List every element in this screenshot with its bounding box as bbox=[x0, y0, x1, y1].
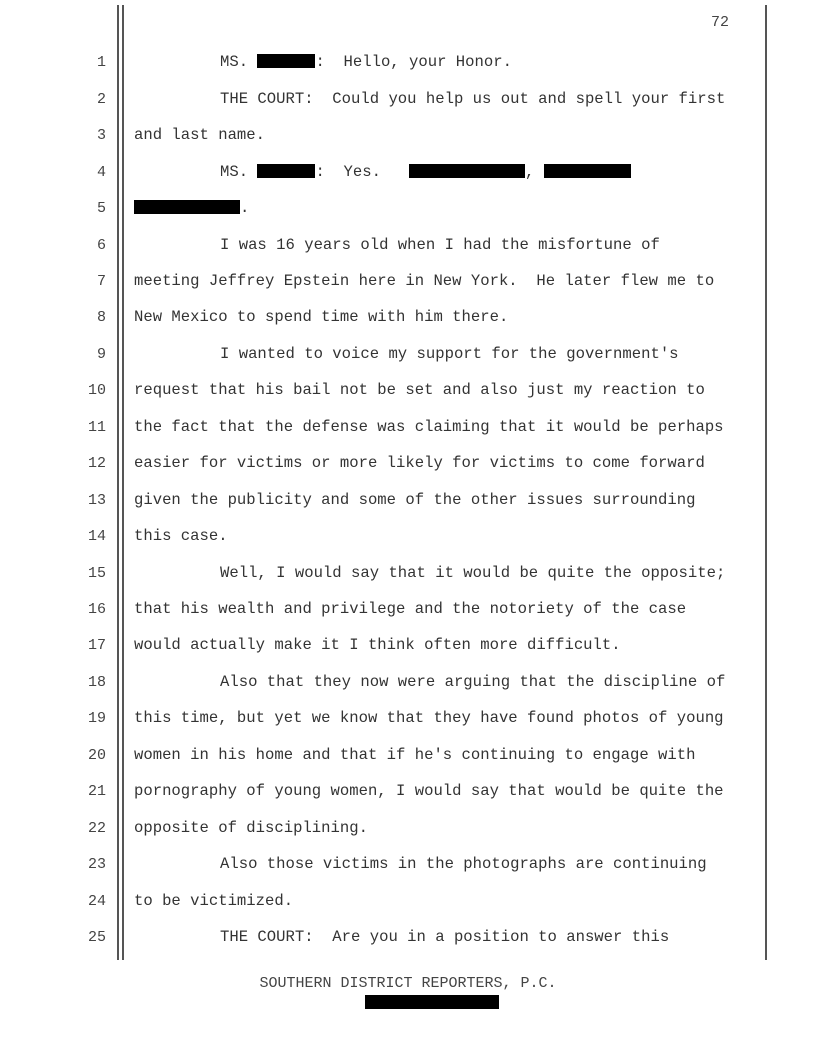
transcript-line: this case. bbox=[134, 527, 228, 545]
line-number: 6 bbox=[96, 237, 106, 254]
line-number: 9 bbox=[96, 346, 106, 363]
transcript-line: Well, I would say that it would be quite the opposite; bbox=[220, 564, 726, 582]
transcript-line: easier for victims or more likely for victims to come forward bbox=[134, 454, 705, 472]
line-number: 8 bbox=[96, 309, 106, 326]
redaction-box bbox=[544, 164, 631, 178]
line-number: 20 bbox=[87, 747, 106, 764]
transcript-line: the fact that the defense was claiming that it would be perhaps bbox=[134, 418, 724, 436]
transcript-line: opposite of disciplining. bbox=[134, 819, 368, 837]
transcript-line: and last name. bbox=[134, 126, 266, 144]
page-number: 72 bbox=[711, 14, 730, 31]
transcript-line: Also those victims in the photographs are continuing bbox=[220, 855, 707, 873]
line-number: 12 bbox=[87, 455, 106, 472]
transcript-line: I wanted to voice my support for the government's bbox=[220, 345, 679, 363]
line-number: 13 bbox=[87, 492, 106, 509]
left-margin-rule-outer bbox=[117, 5, 119, 960]
transcript-line: Also that they now were arguing that the discipline of bbox=[220, 673, 726, 691]
line-number: 10 bbox=[87, 382, 106, 399]
line-number: 1 bbox=[96, 54, 106, 71]
redaction-box bbox=[409, 164, 525, 178]
line-number: 16 bbox=[87, 601, 106, 618]
transcript-line: to be victimized. bbox=[134, 892, 294, 910]
line-number: 7 bbox=[96, 273, 106, 290]
line-number: 18 bbox=[87, 674, 106, 691]
line-number: 2 bbox=[96, 91, 106, 108]
line-number: 3 bbox=[96, 127, 106, 144]
right-margin-rule bbox=[765, 5, 767, 960]
line-number: 21 bbox=[87, 783, 106, 800]
line-number: 15 bbox=[87, 565, 106, 582]
transcript-line: would actually make it I think often more difficult. bbox=[134, 636, 621, 654]
line-number: 5 bbox=[96, 200, 106, 217]
line-number: 14 bbox=[87, 528, 106, 545]
court-reporter-footer: SOUTHERN DISTRICT REPORTERS, P.C. bbox=[259, 975, 557, 992]
line-number: 4 bbox=[96, 164, 106, 181]
transcript-line: THE COURT: Are you in a position to answer this bbox=[220, 928, 670, 946]
transcript-line: women in his home and that if he's continuing to engage with bbox=[134, 746, 696, 764]
transcript-line: meeting Jeffrey Epstein here in New York. He later flew me to bbox=[134, 272, 715, 290]
line-number: 22 bbox=[87, 820, 106, 837]
line-number: 23 bbox=[87, 856, 106, 873]
footer-redaction-box bbox=[365, 995, 499, 1009]
transcript-line: that his wealth and privilege and the notoriety of the case bbox=[134, 600, 687, 618]
transcript-line: pornography of young women, I would say that would be quite the bbox=[134, 782, 724, 800]
transcript-line: THE COURT: Could you help us out and spell your first bbox=[220, 90, 726, 108]
line-number: 19 bbox=[87, 710, 106, 727]
redaction-box bbox=[257, 164, 315, 178]
transcript-line: this time, but yet we know that they have found photos of young bbox=[134, 709, 724, 727]
line-number: 25 bbox=[87, 929, 106, 946]
transcript-line: MS. : Hello, your Honor. bbox=[220, 53, 512, 71]
transcript-line: . bbox=[134, 199, 249, 217]
transcript-line: New Mexico to spend time with him there. bbox=[134, 308, 509, 326]
left-margin-rule-inner bbox=[122, 5, 124, 960]
transcript-line: given the publicity and some of the other issues surrounding bbox=[134, 491, 696, 509]
line-number: 11 bbox=[87, 419, 106, 436]
transcript-line: I was 16 years old when I had the misfortune of bbox=[220, 236, 660, 254]
transcript-line: MS. : Yes. , bbox=[134, 163, 631, 181]
line-number: 24 bbox=[87, 893, 106, 910]
transcript-line: request that his bail not be set and also just my reaction to bbox=[134, 381, 705, 399]
redaction-box bbox=[134, 200, 240, 214]
redaction-box bbox=[257, 54, 315, 68]
line-number: 17 bbox=[87, 637, 106, 654]
